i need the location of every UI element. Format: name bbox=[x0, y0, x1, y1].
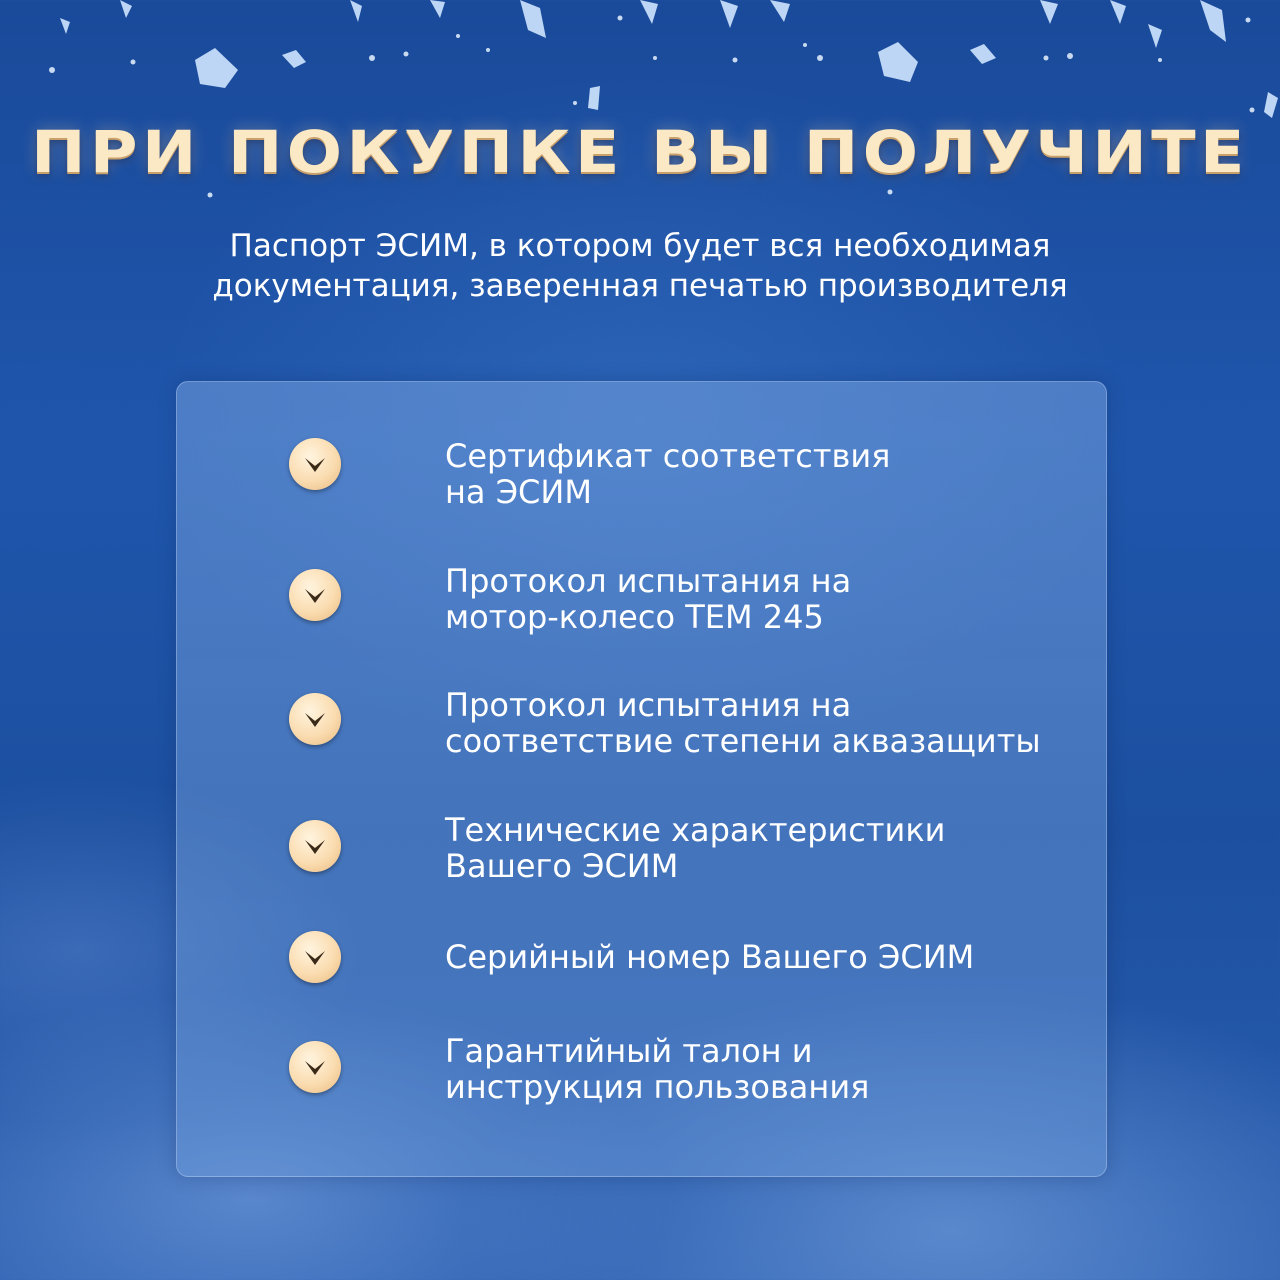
chevron-down-icon bbox=[289, 693, 341, 745]
page-subtitle bbox=[120, 226, 1160, 306]
list-item-text bbox=[445, 1033, 1095, 1105]
list-item-line-2: Вашего ЭСИМ bbox=[445, 847, 679, 885]
list-item-line-2: соответствие степени аквазащиты bbox=[445, 722, 1041, 760]
list-item-line-1: Технические характеристики bbox=[445, 811, 946, 849]
list-item-line-2: на ЭСИМ bbox=[445, 473, 592, 511]
list-item-line-2: инструкция пользования bbox=[445, 1068, 870, 1106]
list-item-line-1: Серийный номер Вашего ЭСИМ bbox=[445, 938, 975, 976]
chevron-down-icon bbox=[289, 569, 341, 621]
chevron-down-icon bbox=[289, 931, 341, 983]
chevron-down-icon bbox=[289, 438, 341, 490]
list-item-text bbox=[445, 687, 1095, 759]
page-title: ПРИ ПОКУПКЕ ВЫ ПОЛУЧИТЕ bbox=[31, 118, 1249, 186]
subtitle-line-2: документация, заверенная печатью производителя bbox=[212, 268, 1068, 304]
chevron-down-icon bbox=[289, 820, 341, 872]
list-item-text bbox=[445, 939, 1095, 975]
list-item-line-2: мотор-колесо ТЕМ 245 bbox=[445, 598, 824, 636]
list-item-line-1: Сертификат соответствия bbox=[445, 437, 891, 475]
list-item-text bbox=[445, 563, 1095, 635]
list-item-line-1: Протокол испытания на bbox=[445, 562, 852, 600]
subtitle-line-1: Паспорт ЭСИМ, в котором будет вся необходимая bbox=[229, 228, 1051, 264]
benefits-panel bbox=[176, 381, 1107, 1177]
chevron-down-icon bbox=[289, 1041, 341, 1093]
list-item-line-1: Протокол испытания на bbox=[445, 686, 852, 724]
list-item-line-1: Гарантийный талон и bbox=[445, 1032, 813, 1070]
list-item-text bbox=[445, 812, 1095, 884]
list-item-text bbox=[445, 438, 1095, 510]
